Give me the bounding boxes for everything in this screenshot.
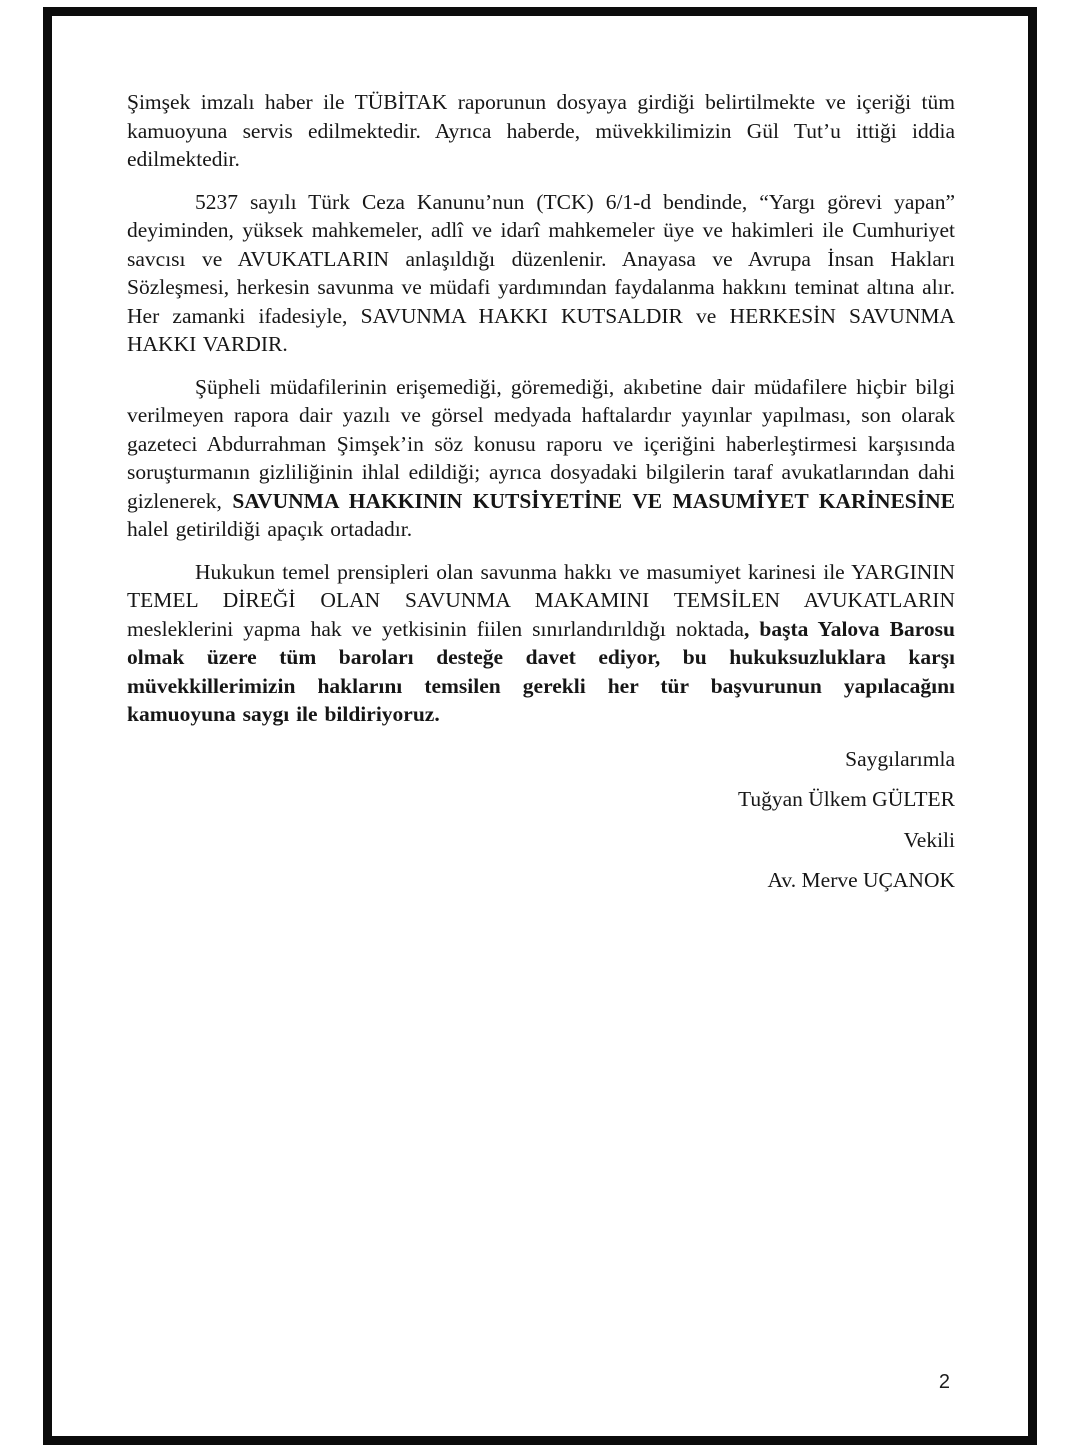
signature-role: Vekili xyxy=(903,827,955,852)
paragraph xyxy=(127,558,955,729)
paragraph xyxy=(127,373,955,544)
bold-text-run: , başta Yalova Barosu olmak üzere tüm baroları desteğe davet ediyor, bu hukuksuzluklara karşı müvekkillerimizin haklarını temsilen gerekli her tür başvurunun yapılacağını kamuoyuna saygı ile bildiriyoruz. xyxy=(127,616,956,726)
text-run: halel getirildiği apaçık ortadadır. xyxy=(127,517,413,541)
paragraphs xyxy=(127,88,955,729)
paragraph xyxy=(127,88,955,174)
signature-attorney-name: Av. Merve UÇANOK xyxy=(767,868,955,892)
signature-closing: Saygılarımla xyxy=(845,746,955,771)
signature-client-name: Tuğyan Ülkem GÜLTER xyxy=(737,787,955,811)
signature-block xyxy=(127,745,955,895)
text-run: Şimşek imzalı haber ile TÜBİTAK raporunun dosyaya girdiği belirtilmekte ve içeriği tüm kamuoyuna servis edilmektedir. Ayrıca haberde, müvekkilimizin Gül Tut’u ittiği iddia edilmektedir. xyxy=(127,90,955,171)
letter-body xyxy=(127,88,955,907)
page-number: 2 xyxy=(938,1371,950,1393)
text-run: Şüpheli müdafilerinin erişemediği, göremediği, akıbetine dair müdafilere hiçbir bilgi verilmeyen rapora dair yazılı ve görsel medyada haftalardır yayınlar yapılması, son olarak gazeteci Abdurrahman Şimşek’in söz konusu raporu ve içeriğini haberleştirmesi karşısında soruşturmanın gizliliğinin ihlal edildiği; ayrıca dosyadaki bilgilerin taraf avukatlarından dahi gizlenerek, xyxy=(127,374,955,513)
paragraph xyxy=(127,188,955,359)
text-run: Hukukun temel prensipleri olan savunma hakkı ve masumiyet karinesi ile YARGININ TEMEL DİREĞİ OLAN SAVUNMA MAKAMINI TEMSİLEN AVUKATLARIN mesleklerini yapma hak ve yetkisinin fiilen sınırlandırıldığı noktada xyxy=(127,559,955,641)
page-border xyxy=(43,7,1037,1445)
text-run: 5237 sayılı Türk Ceza Kanunu’nun (TCK) 6/1-d bendinde, “Yargı görevi yapan” deyiminden, yüksek mahkemeler, adlî ve idarî mahkemeler üye ve hakimleri ile Cumhuriyet savcısı ve AVUKATLARIN anlaşıldığı düzenlenir. Anayasa ve Avrupa İnsan Hakları Sözleşmesi, herkesin savunma ve müdafi yardımından faydalanma hakkını teminat altına alır. Her zamanki ifadesiyle, SAVUNMA HAKKI KUTSALDIR ve HERKESİN SAVUNMA HAKKI VARDIR. xyxy=(127,189,955,356)
bold-text-run: SAVUNMA HAKKININ KUTSİYETİNE VE MASUMİYET KARİNESİNE xyxy=(232,488,956,513)
